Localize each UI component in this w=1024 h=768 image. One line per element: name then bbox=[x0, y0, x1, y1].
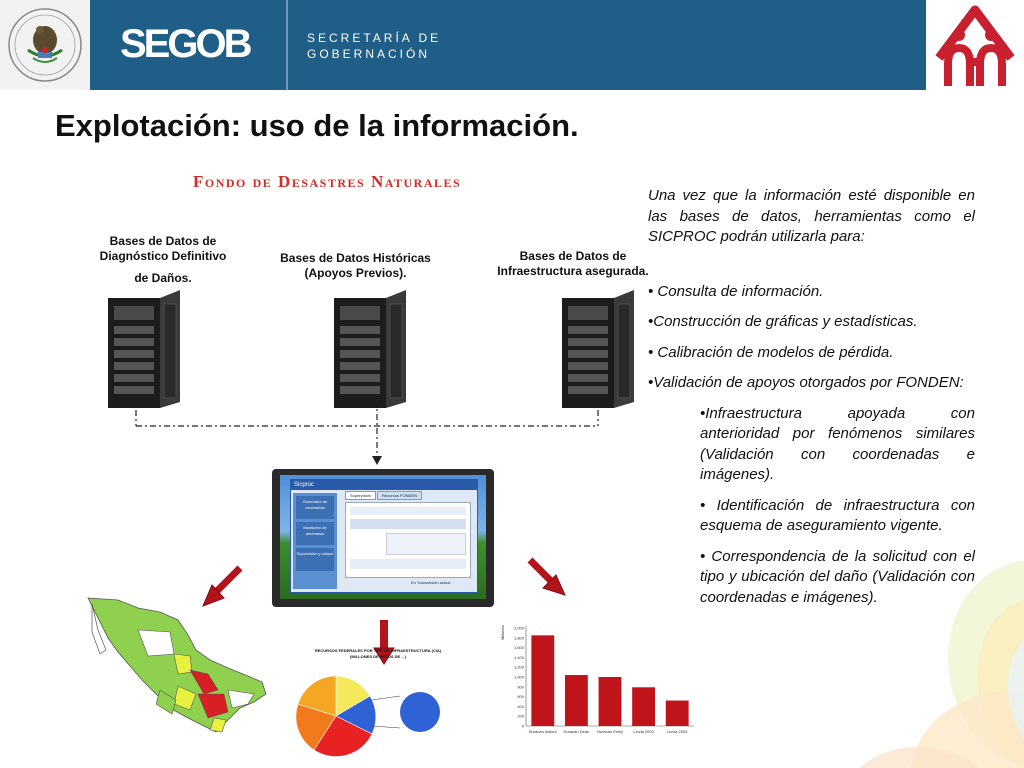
y-tick-label: 800 bbox=[517, 684, 524, 690]
bullet-item: •Construcción de gráficas y estadísticas. bbox=[648, 313, 918, 330]
db-label-line: Diagnóstico Definitivo bbox=[99, 249, 227, 263]
y-tick-label: 0 bbox=[521, 723, 524, 729]
tab-recursos[interactable]: Recursos FONDEN bbox=[377, 491, 422, 500]
bar bbox=[599, 677, 622, 726]
bullet-item: • Calibración de modelos de pérdida. bbox=[648, 343, 894, 361]
sub-bullet-item: • Correspondencia de la solicitud con el tipo y ubicación del daño (Validación con coordenadas e imágenes). bbox=[700, 547, 975, 606]
sub-bullet-item: •Infraestructura apoyada con anterioridad por fenómenos similares (Validación con coordenadas e imágenes). bbox=[700, 404, 975, 483]
mexico-map bbox=[78, 590, 278, 740]
y-tick-label: 1,800 bbox=[513, 635, 524, 641]
sub-bullet-item: • Identificación de infraestructura con esquema de aseguramiento vigente. bbox=[700, 496, 975, 534]
menu-item-monitoreo[interactable]: Monitoreo de amenazas bbox=[296, 522, 334, 545]
db-label-line: Bases de Datos de bbox=[519, 249, 627, 263]
pie-chart-svg bbox=[288, 660, 468, 760]
db-label-line: Infraestructura asegurada. bbox=[497, 264, 649, 278]
bullet-item: •Validación de apoyos otorgados por FONDEN: bbox=[648, 374, 964, 391]
y-tick-label: 200 bbox=[517, 713, 524, 719]
bullet-item: • Consulta de información. bbox=[648, 282, 824, 300]
pie-chart-graphic bbox=[288, 640, 468, 760]
tab-supervision[interactable]: Supervisión bbox=[345, 491, 376, 500]
x-tick-label: Huracán Isidore bbox=[528, 729, 557, 734]
sicproc-window bbox=[290, 479, 478, 593]
bar-chart bbox=[498, 622, 698, 742]
decorative-swirl bbox=[820, 540, 1024, 768]
status-text: En Transmisión actual bbox=[411, 580, 451, 585]
x-tick-label: Huracán Emily bbox=[596, 729, 624, 734]
pie-title-line: (MILLONES DE PESOS DE ...) bbox=[349, 654, 406, 659]
monitor bbox=[272, 469, 494, 607]
pie-chart-title bbox=[298, 648, 458, 660]
y-tick-label: 400 bbox=[517, 703, 524, 709]
y-tick-label: 1,200 bbox=[513, 664, 524, 670]
fonden-title: Fondo de Desastres Naturales bbox=[193, 172, 462, 191]
content-panel bbox=[345, 502, 471, 578]
red-arrow-icon bbox=[530, 560, 565, 595]
slide-title: Explotación: uso de la información. bbox=[55, 108, 579, 143]
x-tick-label: Lluvia 2004 bbox=[666, 729, 688, 734]
y-tick-label: 1,600 bbox=[513, 645, 524, 651]
y-tick-label: 2,000 bbox=[513, 625, 524, 631]
secretaria-line2: GOBERNACIÓN bbox=[307, 47, 431, 61]
db-label-line: Bases de Datos Históricas bbox=[280, 251, 431, 265]
sidebar bbox=[293, 493, 337, 589]
secretaria-line1: SECRETARÍA DE bbox=[307, 31, 442, 45]
bar bbox=[565, 675, 588, 726]
y-tick-label: 1,400 bbox=[513, 654, 524, 660]
db-label-line: (Apoyos Previos). bbox=[304, 266, 407, 280]
x-tick-label: Huracán Dean bbox=[563, 729, 590, 734]
db-label-line: Bases de Datos de bbox=[109, 234, 217, 248]
menu-item-generador[interactable]: Generador de escenarios bbox=[296, 496, 334, 519]
db-label-line: de Daños. bbox=[134, 271, 192, 285]
tab-bar bbox=[345, 493, 422, 498]
bar bbox=[531, 635, 554, 726]
y-tick-label: 600 bbox=[517, 694, 524, 700]
menu-item-supervision[interactable]: Supervisión y enlace bbox=[296, 548, 334, 571]
bar-chart-ylabel: Millones bbox=[500, 625, 505, 640]
bar bbox=[666, 701, 689, 726]
pie-title-line: RECURSOS FEDERALES POR TIPO DE INFRAESTRUCTURA (CIA) bbox=[314, 648, 442, 653]
x-tick-label: Lluvia 2003 bbox=[633, 729, 654, 734]
monitor-screen bbox=[280, 475, 486, 599]
bar bbox=[632, 687, 655, 726]
window-titlebar: Sicproc bbox=[291, 480, 477, 490]
y-tick-label: 1,000 bbox=[513, 674, 524, 680]
segob-logo: SEGOB bbox=[120, 22, 250, 66]
intro-paragraph: Una vez que la información esté disponible en las bases de datos, herramientas como el SICPROC podrán utilizarla para: bbox=[648, 187, 975, 245]
